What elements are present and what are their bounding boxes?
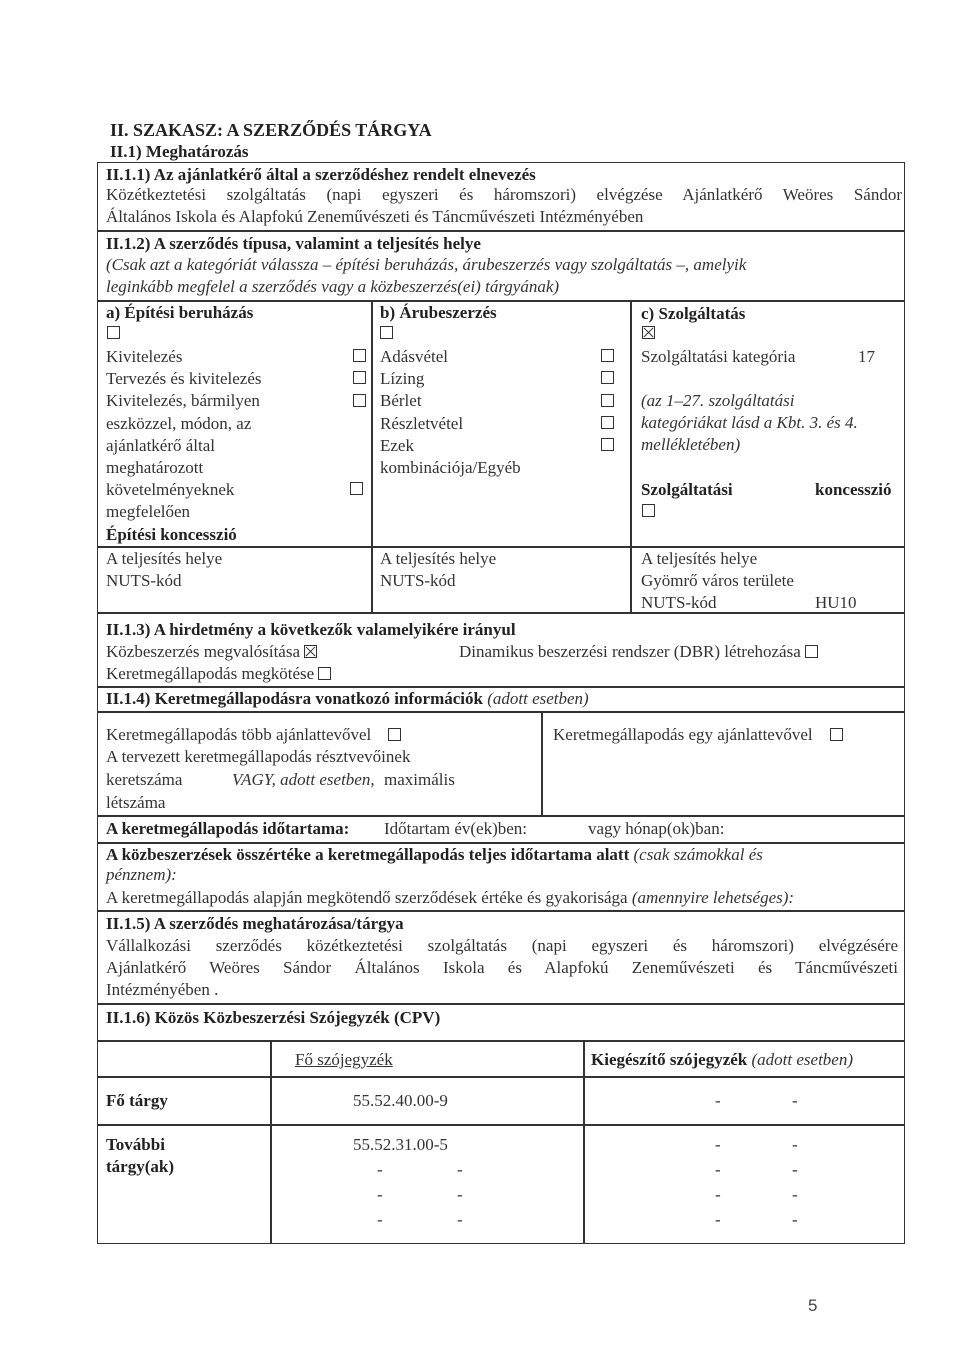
contract-value-text: A keretmegállapodás alapján megkötendő szerződések értéke és gyakorisága bbox=[106, 888, 628, 907]
additional-supp-dash: - bbox=[792, 1135, 798, 1154]
cpv-row-divider bbox=[97, 1076, 905, 1078]
col-b-title: b) Árubeszerzés bbox=[380, 303, 497, 322]
supplies-checkbox[interactable] bbox=[380, 326, 393, 339]
empty-supp-dash: - bbox=[715, 1210, 721, 1229]
execution-checkbox[interactable] bbox=[353, 349, 366, 362]
col-a-item: megfelelően bbox=[106, 502, 191, 521]
public-contract-label: Közbeszerzés megvalósítása bbox=[106, 642, 300, 661]
lease-checkbox[interactable] bbox=[601, 371, 614, 384]
s112-note1: (Csak azt a kategóriát válassza – építési beruházás, árubeszerzés vagy szolgáltatás –, amelyik bbox=[106, 255, 747, 274]
total-value-note: (csak számokkal és bbox=[633, 845, 763, 864]
empty-supp-dash: - bbox=[792, 1210, 798, 1229]
col-a-nuts-label: NUTS-kód bbox=[106, 571, 182, 590]
s115-line3: Intézményében . bbox=[106, 980, 219, 999]
col-b-item: Ezek bbox=[380, 436, 414, 455]
participants-line2c: maximális bbox=[384, 770, 455, 789]
col-b-item: Részletvétel bbox=[380, 414, 464, 433]
divider bbox=[97, 230, 905, 232]
col-b-item: Bérlet bbox=[380, 391, 422, 410]
additional-objects-label: További bbox=[106, 1135, 165, 1154]
s114-heading-note: (adott esetben) bbox=[487, 689, 589, 708]
s111-line1: Közétkeztetési szolgáltatás (napi egyszeri és háromszori) elvégzése Ajánlatkérő Weöres Sándor bbox=[106, 185, 902, 204]
combination-checkbox[interactable] bbox=[601, 438, 614, 451]
main-object-code: 55.52.40.00-9 bbox=[353, 1091, 448, 1110]
contract-value-line bbox=[106, 887, 794, 908]
empty-code-dash: - bbox=[377, 1210, 383, 1229]
main-vocabulary-header: Fő szójegyzék bbox=[295, 1050, 393, 1069]
col-c-place-label: A teljesítés helye bbox=[641, 549, 758, 568]
hire-purchase-checkbox[interactable] bbox=[601, 416, 614, 429]
column-divider bbox=[541, 711, 543, 815]
divider bbox=[97, 1003, 905, 1005]
divider bbox=[97, 612, 905, 614]
services-checkbox[interactable] bbox=[642, 326, 655, 339]
divider bbox=[97, 910, 905, 912]
col-c-nuts-label: NUTS-kód bbox=[641, 593, 717, 612]
service-concession-label: Szolgáltatási bbox=[641, 480, 733, 499]
participants-line1: A tervezett keretmegállapodás résztvevőinek bbox=[106, 747, 411, 766]
col-a-item: Kivitelezés bbox=[106, 347, 183, 366]
supp-vocab-label: Kiegészítő szójegyzék bbox=[591, 1050, 748, 1069]
s115-heading: II.1.5) A szerződés meghatározása/tárgya bbox=[106, 914, 404, 933]
public-contract-option bbox=[106, 641, 317, 662]
service-concession-label-2: koncesszió bbox=[815, 480, 892, 499]
main-supp-dash: - bbox=[715, 1091, 721, 1110]
col-b-nuts-label: NUTS-kód bbox=[380, 571, 456, 590]
empty-code-dash: - bbox=[457, 1160, 463, 1179]
col-b-place-label: A teljesítés helye bbox=[380, 549, 497, 568]
participants-line2b: VAGY, adott esetben, bbox=[232, 770, 375, 789]
public-contract-checkbox[interactable] bbox=[304, 645, 317, 658]
main-supp-dash: - bbox=[792, 1091, 798, 1110]
additional-object-code: 55.52.31.00-5 bbox=[353, 1135, 448, 1154]
page-number: 5 bbox=[808, 1296, 818, 1315]
s115-line2: Ajánlatkérő Weöres Sándor Általános Iskola és Alapfokú Zeneművészeti és Táncművészeti bbox=[106, 958, 898, 977]
col-a-item: meghatározott bbox=[106, 458, 204, 477]
empty-code-dash: - bbox=[377, 1185, 383, 1204]
works-checkbox[interactable] bbox=[107, 326, 120, 339]
col-a-item: Tervezés és kivitelezés bbox=[106, 369, 262, 388]
duration-months-label: vagy hónap(ok)ban: bbox=[588, 819, 725, 838]
multi-operator-option bbox=[106, 724, 401, 745]
participants-line2a: keretszáma bbox=[106, 770, 183, 789]
contract-value-note: (amennyire lehetséges): bbox=[631, 888, 795, 907]
s111-line2: Általános Iskola és Alapfokú Zeneművészeti és Táncművészeti Intézményében bbox=[106, 207, 644, 226]
col-a-item: ajánlatkérő által bbox=[106, 436, 216, 455]
empty-supp-dash: - bbox=[715, 1160, 721, 1179]
divider bbox=[97, 711, 905, 713]
s114-heading-text: II.1.4) Keretmegállapodásra vonatkozó információk bbox=[106, 689, 483, 708]
s116-heading: II.1.6) Közös Közbeszerzési Szójegyzék (CPV) bbox=[106, 1008, 441, 1027]
duration-label: A keretmegállapodás időtartama: bbox=[106, 819, 350, 838]
column-divider bbox=[630, 300, 632, 612]
supp-vocab-note: (adott esetben) bbox=[751, 1050, 853, 1069]
empty-supp-dash: - bbox=[715, 1185, 721, 1204]
additional-objects-label-2: tárgy(ak) bbox=[106, 1157, 174, 1176]
subsection-title: II.1) Meghatározás bbox=[110, 142, 249, 161]
framework-option bbox=[106, 663, 331, 684]
empty-supp-dash: - bbox=[792, 1185, 798, 1204]
s115-line1: Vállalkozási szerződés közétkeztetési szolgáltatás (napi egyszeri és háromszori) elvégzésére bbox=[106, 936, 898, 955]
dps-label: Dinamikus beszerzési rendszer (DBR) létrehozása bbox=[459, 642, 801, 661]
s113-heading: II.1.3) A hirdetmény a következők valamelyikére irányul bbox=[106, 620, 516, 639]
col-c-nuts-value: HU10 bbox=[815, 593, 857, 612]
col-b-item: Adásvétel bbox=[380, 347, 448, 366]
col-a-item: követelményeknek bbox=[106, 480, 235, 499]
works-concession-checkbox[interactable] bbox=[350, 482, 363, 495]
cpv-row-divider bbox=[97, 1124, 905, 1126]
purchase-checkbox[interactable] bbox=[601, 349, 614, 362]
empty-code-dash: - bbox=[457, 1185, 463, 1204]
total-value-note-2: pénznem): bbox=[106, 865, 177, 884]
service-concession-checkbox[interactable] bbox=[642, 504, 655, 517]
service-category-value: 17 bbox=[858, 347, 875, 366]
dps-option bbox=[459, 641, 818, 662]
empty-code-dash: - bbox=[377, 1160, 383, 1179]
design-execution-checkbox[interactable] bbox=[353, 371, 366, 384]
realisation-checkbox[interactable] bbox=[353, 394, 366, 407]
empty-code-dash: - bbox=[457, 1210, 463, 1229]
col-a-item: eszközzel, módon, az bbox=[106, 414, 252, 433]
main-object-label: Fő tárgy bbox=[106, 1091, 168, 1110]
col-a-place-label: A teljesítés helye bbox=[106, 549, 223, 568]
additional-supp-dash: - bbox=[715, 1135, 721, 1154]
s112-note2: leginkább megfelel a szerződés vagy a közbeszerzés(ei) tárgyának) bbox=[106, 277, 560, 296]
s114-heading bbox=[106, 688, 589, 709]
duration-years-label: Időtartam év(ek)ben: bbox=[384, 819, 528, 838]
col-c-place-value: Gyömrő város területe bbox=[641, 571, 794, 590]
works-concession-label: Építési koncesszió bbox=[106, 525, 237, 544]
multi-operator-checkbox[interactable] bbox=[388, 728, 401, 741]
participants-line3: létszáma bbox=[106, 793, 166, 812]
col-c-title: c) Szolgáltatás bbox=[641, 304, 746, 323]
cpv-column-divider bbox=[583, 1040, 585, 1244]
total-value-heading bbox=[106, 844, 763, 865]
s112-heading: II.1.2) A szerződés típusa, valamint a teljesítés helye bbox=[106, 234, 481, 253]
single-operator-label: Keretmegállapodás egy ajánlattevővel bbox=[553, 725, 813, 744]
empty-supp-dash: - bbox=[792, 1160, 798, 1179]
category-note: mellékletében) bbox=[641, 435, 741, 454]
framework-checkbox[interactable] bbox=[318, 667, 331, 680]
total-value-label: A közbeszerzések összértéke a keretmegállapodás teljes időtartama alatt bbox=[106, 845, 630, 864]
service-category-label: Szolgáltatási kategória bbox=[641, 347, 796, 366]
rental-checkbox[interactable] bbox=[601, 394, 614, 407]
col-b-item: Lízing bbox=[380, 369, 425, 388]
col-a-item: Kivitelezés, bármilyen bbox=[106, 391, 260, 410]
supplementary-vocabulary-header bbox=[591, 1049, 853, 1070]
single-operator-checkbox[interactable] bbox=[830, 728, 843, 741]
col-b-item: kombinációja/Egyéb bbox=[380, 458, 521, 477]
category-note: kategóriákat lásd a Kbt. 3. és 4. bbox=[641, 413, 858, 432]
divider bbox=[97, 815, 905, 817]
category-note: (az 1–27. szolgáltatási bbox=[641, 391, 795, 410]
col-a-title: a) Építési beruházás bbox=[106, 303, 254, 322]
multi-operator-label: Keretmegállapodás több ajánlattevővel bbox=[106, 725, 372, 744]
s111-heading: II.1.1) Az ajánlatkérő által a szerződéshez rendelt elnevezés bbox=[106, 165, 536, 184]
cpv-column-divider bbox=[270, 1040, 272, 1244]
cpv-table-top bbox=[97, 1040, 905, 1042]
dps-checkbox[interactable] bbox=[805, 645, 818, 658]
section-title: II. SZAKASZ: A SZERZŐDÉS TÁRGYA bbox=[110, 120, 432, 140]
column-divider bbox=[371, 300, 373, 612]
single-operator-option bbox=[553, 724, 843, 745]
framework-label: Keretmegállapodás megkötése bbox=[106, 664, 315, 683]
